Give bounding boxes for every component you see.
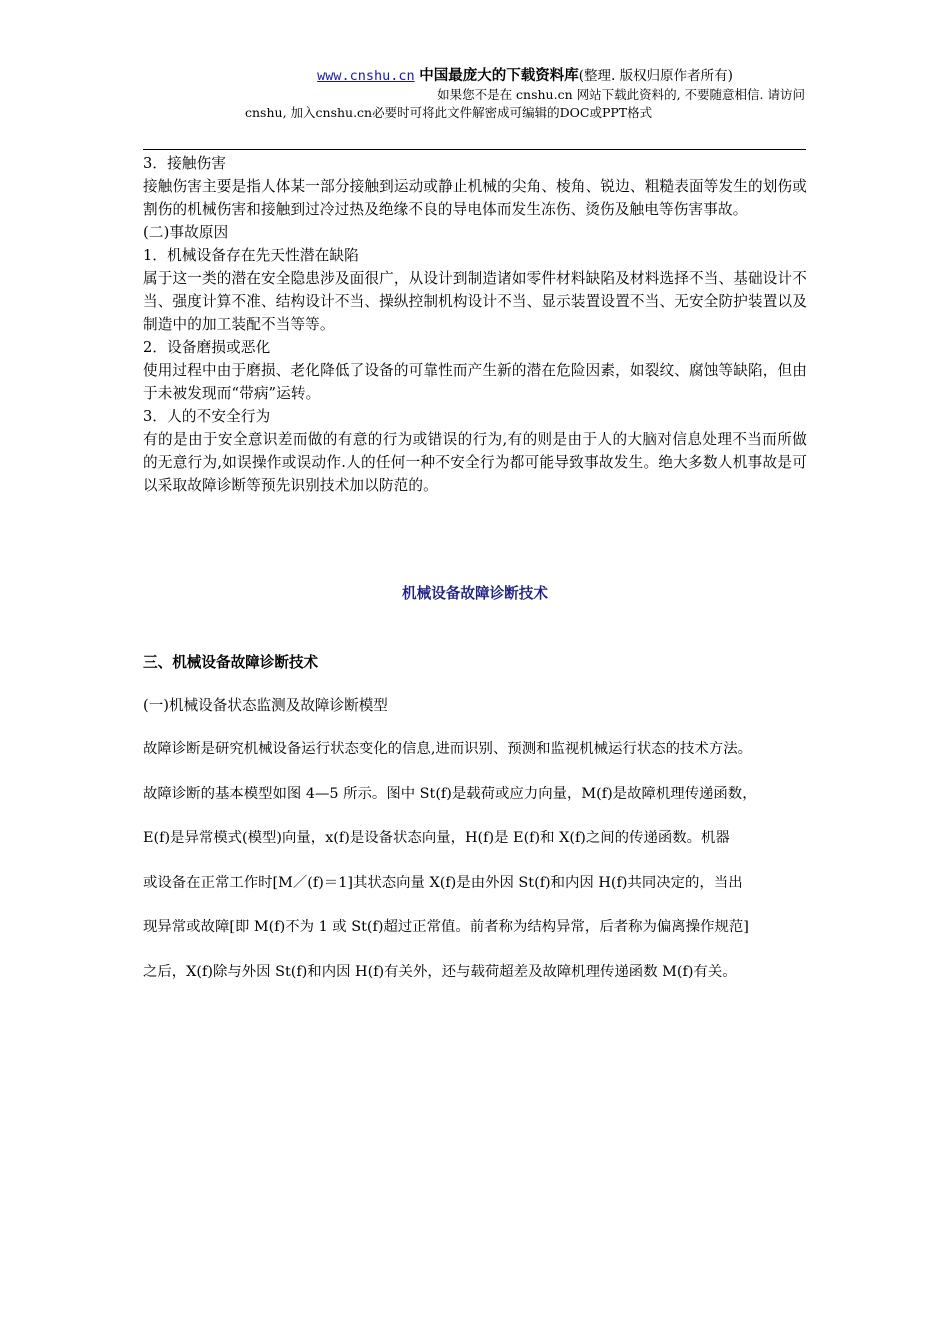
- diagnosis-body: [143, 738, 807, 1005]
- paragraph-cause-3: 有的是由于安全意识差而做的有意的行为或错误的行为,有的则是由于人的大脑对信息处理不当而所做的无意行为,如误操作或误动作.人的任何一种不安全行为都可能导致事故发生。绝大多数人机事故是可以采取故障诊断等预先识别技术加以防范的。: [143, 431, 807, 494]
- body-line: E(f)是异常模式(模型)向量，x(f)是设备状态向量，H(f)是 E(f)和 X(f)之间的传递函数。机器: [143, 830, 730, 846]
- document-body: [143, 152, 807, 497]
- header-divider: [143, 149, 806, 150]
- section-heading: 三、机械设备故障诊断技术: [143, 654, 319, 671]
- body-line: 或设备在正常工作时[M／(f)＝1]其状态向量 X(f)是由外因 St(f)和内因 H(f)共同决定的，当出: [143, 874, 743, 891]
- title-note: (整理. 版权归原作者所有): [578, 68, 733, 84]
- paragraph-contact-injury: 接触伤害主要是指人体某一部分接触到运动或静止机械的尖角、棱角、锐边、粗糙表面等发生的划伤或割伤的机械伤害和接触到过冷过热及绝缘不良的导电体而发生冻伤、烫伤及触电等伤害事故。: [143, 178, 807, 218]
- centered-section-title: 机械设备故障诊断技术: [402, 585, 548, 602]
- paragraph-cause-1: 属于这一类的潜在安全隐患涉及面很广，从设计到制造诸如零件材料缺陷及材料选择不当、基础设计不当、强度计算不准、结构设计不当、操纵控制机构设计不当、显示装置设置不当、无安全防护装置以及制造中的加工装配不当等等。: [143, 270, 807, 333]
- subsection-heading: (一)机械设备状态监测及故障诊断模型: [143, 697, 388, 714]
- body-line: 故障诊断是研究机械设备运行状态变化的信息,进而识别、预测和监视机械运行状态的技术方法。: [143, 741, 752, 757]
- notice-line-1: 如果您不是在 cnshu.cn 网站下载此资料的, 不要随意相信. 请访问: [437, 87, 805, 102]
- site-link[interactable]: www.cnshu.cn: [317, 68, 415, 84]
- body-line: 故障诊断的基本模型如图 4—5 所示。图中 St(f)是载荷或应力向量，M(f)是故障机理传递函数，: [143, 785, 757, 802]
- paragraph-cause-2: 使用过程中由于磨损、老化降低了设备的可靠性而产生新的潜在危险因素，如裂纹、腐蚀等缺陷，但由于未被发现而“带病”运转。: [143, 362, 807, 402]
- heading-contact-injury: 3．接触伤害: [143, 155, 227, 172]
- heading-cause-1: 1．机械设备存在先天性潜在缺陷: [143, 247, 359, 264]
- body-line: 之后，X(f)除与外因 St(f)和内因 H(f)有关外，还与载荷超差及故障机理传递函数 M(f)有关。: [143, 963, 737, 980]
- notice-line-2: cnshu, 加入cnshu.cn必要时可将此文件解密成可编辑的DOC或PPT格式: [245, 105, 653, 120]
- header-title-line: [245, 66, 805, 86]
- body-line: 现异常或故障[即 M(f)不为 1 或 St(f)超过正常值。前者称为结构异常，后者称为偏离操作规范]: [143, 919, 749, 935]
- site-title: 中国最庞大的下载资料库: [419, 68, 579, 84]
- page-header: [245, 66, 805, 122]
- heading-cause-2: 2．设备磨损或恶化: [143, 339, 271, 356]
- heading-accident-causes: (二)事故原因: [143, 224, 229, 241]
- heading-cause-3: 3．人的不安全行为: [143, 408, 271, 425]
